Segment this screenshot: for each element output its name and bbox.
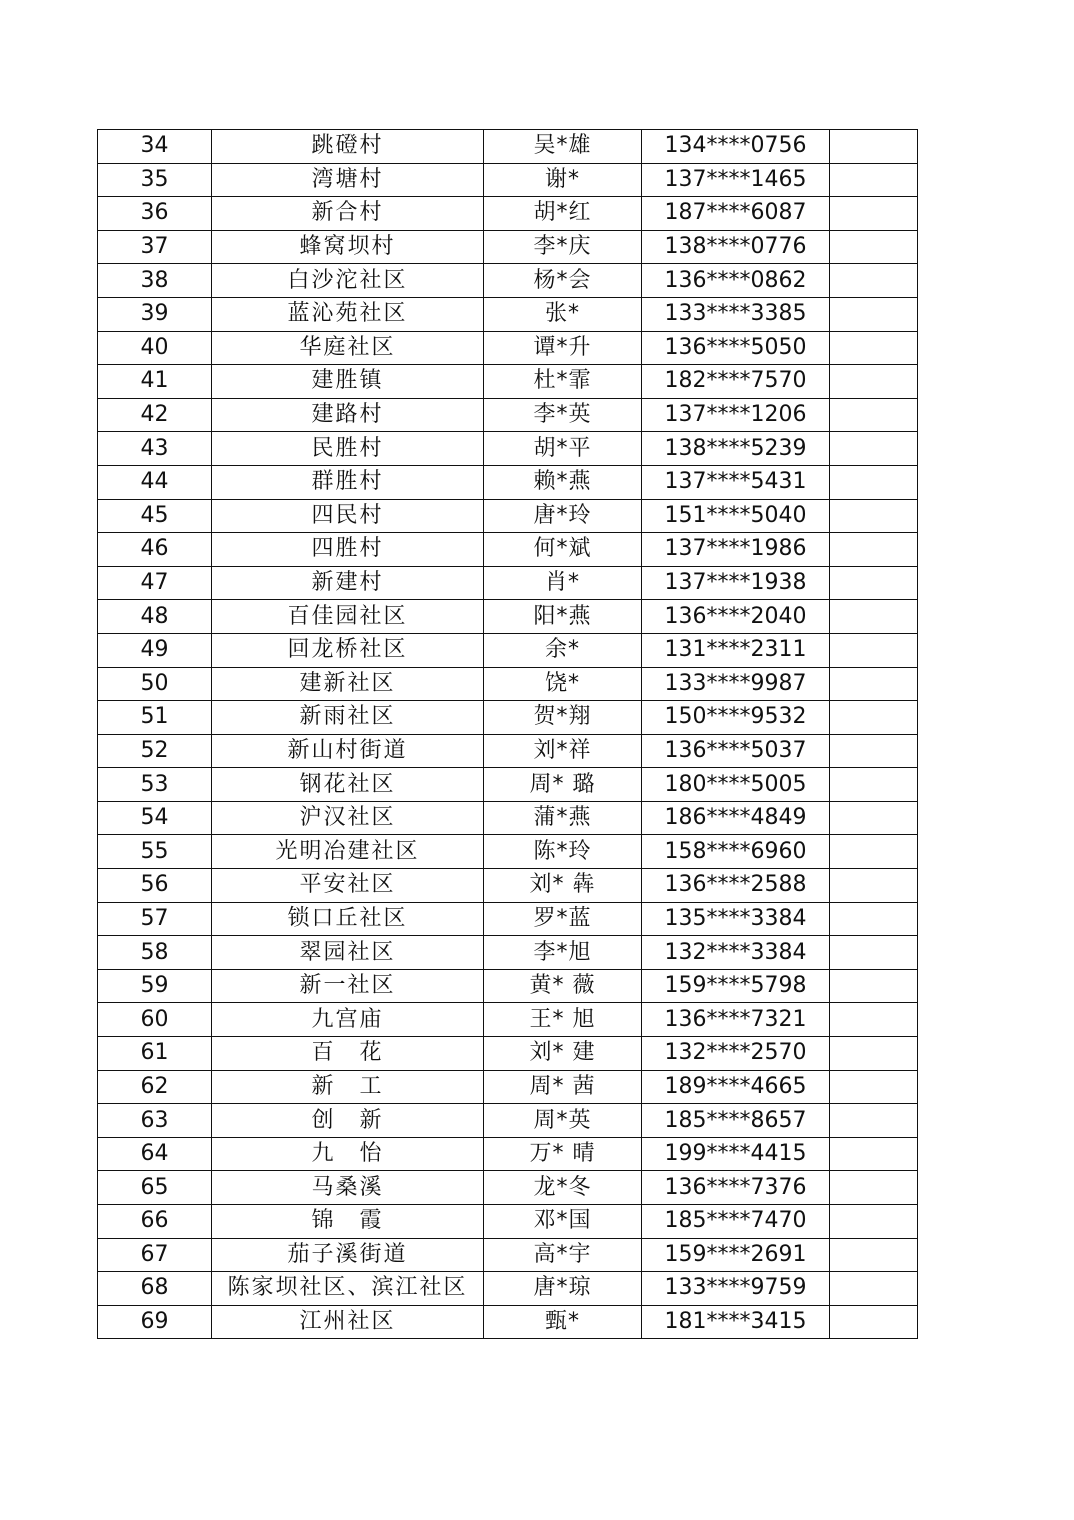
row-number-cell: 55 xyxy=(98,835,212,869)
contact-person-cell: 万* 晴 xyxy=(484,1137,642,1171)
phone-number-cell: 133****3385 xyxy=(642,297,830,331)
phone-number-cell: 150****9532 xyxy=(642,701,830,735)
area-name-cell: 湾塘村 xyxy=(212,163,484,197)
area-name-cell: 白沙沱社区 xyxy=(212,264,484,298)
note-cell xyxy=(830,1171,918,1205)
area-name-cell: 新山村街道 xyxy=(212,734,484,768)
phone-number-cell: 182****7570 xyxy=(642,365,830,399)
table-row xyxy=(98,1137,918,1171)
phone-number-cell: 181****3415 xyxy=(642,1305,830,1339)
phone-number-cell: 199****4415 xyxy=(642,1137,830,1171)
contact-person-cell: 余* xyxy=(484,633,642,667)
phone-number-cell: 138****5239 xyxy=(642,432,830,466)
area-name-cell: 锦 霞 xyxy=(212,1205,484,1239)
phone-number-cell: 133****9987 xyxy=(642,667,830,701)
note-cell xyxy=(830,1070,918,1104)
contact-person-cell: 黄* 薇 xyxy=(484,969,642,1003)
table-row xyxy=(98,768,918,802)
row-number-cell: 35 xyxy=(98,163,212,197)
note-cell xyxy=(830,1205,918,1239)
row-number-cell: 47 xyxy=(98,566,212,600)
table-row xyxy=(98,163,918,197)
phone-number-cell: 136****0862 xyxy=(642,264,830,298)
contact-person-cell: 高*宇 xyxy=(484,1238,642,1272)
note-cell xyxy=(830,969,918,1003)
note-cell xyxy=(830,936,918,970)
area-name-cell: 九 怡 xyxy=(212,1137,484,1171)
area-name-cell: 民胜村 xyxy=(212,432,484,466)
contact-person-cell: 甄* xyxy=(484,1305,642,1339)
table-row xyxy=(98,1238,918,1272)
contact-person-cell: 胡*平 xyxy=(484,432,642,466)
phone-number-cell: 137****1938 xyxy=(642,566,830,600)
contact-person-cell: 龙*冬 xyxy=(484,1171,642,1205)
area-name-cell: 茄子溪街道 xyxy=(212,1238,484,1272)
table-row xyxy=(98,533,918,567)
contact-person-cell: 周* 璐 xyxy=(484,768,642,802)
row-number-cell: 60 xyxy=(98,1003,212,1037)
area-name-cell: 新 工 xyxy=(212,1070,484,1104)
phone-number-cell: 185****8657 xyxy=(642,1104,830,1138)
phone-number-cell: 137****5431 xyxy=(642,465,830,499)
note-cell xyxy=(830,398,918,432)
row-number-cell: 37 xyxy=(98,230,212,264)
row-number-cell: 48 xyxy=(98,600,212,634)
note-cell xyxy=(830,1137,918,1171)
row-number-cell: 61 xyxy=(98,1037,212,1071)
row-number-cell: 50 xyxy=(98,667,212,701)
phone-number-cell: 158****6960 xyxy=(642,835,830,869)
table-row xyxy=(98,633,918,667)
area-name-cell: 百 花 xyxy=(212,1037,484,1071)
note-cell xyxy=(830,566,918,600)
row-number-cell: 51 xyxy=(98,701,212,735)
note-cell xyxy=(830,701,918,735)
table-row xyxy=(98,1070,918,1104)
contact-person-cell: 胡*红 xyxy=(484,197,642,231)
contact-person-cell: 陈*玲 xyxy=(484,835,642,869)
note-cell xyxy=(830,1003,918,1037)
area-name-cell: 九宫庙 xyxy=(212,1003,484,1037)
note-cell xyxy=(830,331,918,365)
table-row xyxy=(98,130,918,164)
phone-number-cell: 136****5050 xyxy=(642,331,830,365)
row-number-cell: 49 xyxy=(98,633,212,667)
table-row xyxy=(98,398,918,432)
table-row xyxy=(98,701,918,735)
row-number-cell: 41 xyxy=(98,365,212,399)
note-cell xyxy=(830,264,918,298)
contact-person-cell: 王* 旭 xyxy=(484,1003,642,1037)
area-name-cell: 建路村 xyxy=(212,398,484,432)
row-number-cell: 65 xyxy=(98,1171,212,1205)
phone-number-cell: 137****1465 xyxy=(642,163,830,197)
area-name-cell: 创 新 xyxy=(212,1104,484,1138)
note-cell xyxy=(830,667,918,701)
contact-person-cell: 何*斌 xyxy=(484,533,642,567)
contact-person-cell: 阳*燕 xyxy=(484,600,642,634)
area-name-cell: 翠园社区 xyxy=(212,936,484,970)
area-name-cell: 沪汉社区 xyxy=(212,801,484,835)
contact-person-cell: 刘* 建 xyxy=(484,1037,642,1071)
phone-number-cell: 151****5040 xyxy=(642,499,830,533)
contact-person-cell: 唐*琼 xyxy=(484,1272,642,1306)
note-cell xyxy=(830,432,918,466)
note-cell xyxy=(830,734,918,768)
phone-number-cell: 134****0756 xyxy=(642,130,830,164)
table-row xyxy=(98,230,918,264)
phone-number-cell: 189****4665 xyxy=(642,1070,830,1104)
row-number-cell: 54 xyxy=(98,801,212,835)
table-row xyxy=(98,1104,918,1138)
table-row xyxy=(98,902,918,936)
area-name-cell: 光明冶建社区 xyxy=(212,835,484,869)
row-number-cell: 59 xyxy=(98,969,212,1003)
row-number-cell: 62 xyxy=(98,1070,212,1104)
row-number-cell: 66 xyxy=(98,1205,212,1239)
table-row xyxy=(98,365,918,399)
contact-person-cell: 周*英 xyxy=(484,1104,642,1138)
note-cell xyxy=(830,1305,918,1339)
contact-person-cell: 张* xyxy=(484,297,642,331)
contact-person-cell: 肖* xyxy=(484,566,642,600)
table-row xyxy=(98,801,918,835)
contact-person-cell: 刘* 犇 xyxy=(484,869,642,903)
table-row xyxy=(98,600,918,634)
area-name-cell: 跳磴村 xyxy=(212,130,484,164)
row-number-cell: 67 xyxy=(98,1238,212,1272)
row-number-cell: 42 xyxy=(98,398,212,432)
note-cell xyxy=(830,835,918,869)
note-cell xyxy=(830,633,918,667)
area-name-cell: 蜂窝坝村 xyxy=(212,230,484,264)
note-cell xyxy=(830,1238,918,1272)
note-cell xyxy=(830,533,918,567)
phone-number-cell: 132****3384 xyxy=(642,936,830,970)
contact-person-cell: 刘*祥 xyxy=(484,734,642,768)
area-name-cell: 建胜镇 xyxy=(212,365,484,399)
table-row xyxy=(98,499,918,533)
table-row xyxy=(98,667,918,701)
contact-person-cell: 贺*翔 xyxy=(484,701,642,735)
contact-person-cell: 李*庆 xyxy=(484,230,642,264)
note-cell xyxy=(830,1037,918,1071)
note-cell xyxy=(830,465,918,499)
area-name-cell: 群胜村 xyxy=(212,465,484,499)
contact-person-cell: 杨*会 xyxy=(484,264,642,298)
table-row xyxy=(98,197,918,231)
area-name-cell: 新建村 xyxy=(212,566,484,600)
table-row xyxy=(98,969,918,1003)
table-row xyxy=(98,566,918,600)
table-row xyxy=(98,1037,918,1071)
area-name-cell: 江州社区 xyxy=(212,1305,484,1339)
note-cell xyxy=(830,1272,918,1306)
note-cell xyxy=(830,801,918,835)
note-cell xyxy=(830,902,918,936)
phone-number-cell: 136****7321 xyxy=(642,1003,830,1037)
area-name-cell: 锁口丘社区 xyxy=(212,902,484,936)
row-number-cell: 45 xyxy=(98,499,212,533)
phone-number-cell: 135****3384 xyxy=(642,902,830,936)
contact-person-cell: 李*旭 xyxy=(484,936,642,970)
row-number-cell: 64 xyxy=(98,1137,212,1171)
area-name-cell: 新合村 xyxy=(212,197,484,231)
contact-person-cell: 唐*玲 xyxy=(484,499,642,533)
phone-number-cell: 186****4849 xyxy=(642,801,830,835)
contact-person-cell: 谭*升 xyxy=(484,331,642,365)
contact-person-cell: 赖*燕 xyxy=(484,465,642,499)
table-row xyxy=(98,1003,918,1037)
row-number-cell: 57 xyxy=(98,902,212,936)
area-name-cell: 回龙桥社区 xyxy=(212,633,484,667)
contact-person-cell: 杜*霏 xyxy=(484,365,642,399)
table-row xyxy=(98,734,918,768)
phone-number-cell: 159****5798 xyxy=(642,969,830,1003)
phone-number-cell: 180****5005 xyxy=(642,768,830,802)
row-number-cell: 69 xyxy=(98,1305,212,1339)
phone-number-cell: 131****2311 xyxy=(642,633,830,667)
area-name-cell: 华庭社区 xyxy=(212,331,484,365)
contact-person-cell: 蒲*燕 xyxy=(484,801,642,835)
phone-number-cell: 136****7376 xyxy=(642,1171,830,1205)
phone-number-cell: 137****1986 xyxy=(642,533,830,567)
row-number-cell: 46 xyxy=(98,533,212,567)
row-number-cell: 44 xyxy=(98,465,212,499)
area-name-cell: 新一社区 xyxy=(212,969,484,1003)
row-number-cell: 43 xyxy=(98,432,212,466)
table-row xyxy=(98,835,918,869)
phone-number-cell: 136****2040 xyxy=(642,600,830,634)
contact-person-cell: 周* 茜 xyxy=(484,1070,642,1104)
area-name-cell: 平安社区 xyxy=(212,869,484,903)
contact-table xyxy=(97,129,918,1339)
note-cell xyxy=(830,297,918,331)
contact-person-cell: 吴*雄 xyxy=(484,130,642,164)
table-row xyxy=(98,331,918,365)
area-name-cell: 陈家坝社区、滨江社区 xyxy=(212,1272,484,1306)
table-row xyxy=(98,264,918,298)
phone-number-cell: 132****2570 xyxy=(642,1037,830,1071)
row-number-cell: 68 xyxy=(98,1272,212,1306)
contact-person-cell: 饶* xyxy=(484,667,642,701)
note-cell xyxy=(830,230,918,264)
table-row xyxy=(98,297,918,331)
row-number-cell: 34 xyxy=(98,130,212,164)
contact-person-cell: 罗*蓝 xyxy=(484,902,642,936)
row-number-cell: 52 xyxy=(98,734,212,768)
phone-number-cell: 159****2691 xyxy=(642,1238,830,1272)
table-row xyxy=(98,1205,918,1239)
area-name-cell: 新雨社区 xyxy=(212,701,484,735)
phone-number-cell: 136****5037 xyxy=(642,734,830,768)
table-row xyxy=(98,1305,918,1339)
row-number-cell: 36 xyxy=(98,197,212,231)
note-cell xyxy=(830,365,918,399)
phone-number-cell: 136****2588 xyxy=(642,869,830,903)
table-row xyxy=(98,432,918,466)
contact-person-cell: 谢* xyxy=(484,163,642,197)
note-cell xyxy=(830,499,918,533)
table-row xyxy=(98,936,918,970)
table-row xyxy=(98,1272,918,1306)
phone-number-cell: 137****1206 xyxy=(642,398,830,432)
phone-number-cell: 138****0776 xyxy=(642,230,830,264)
note-cell xyxy=(830,197,918,231)
table-row xyxy=(98,1171,918,1205)
phone-number-cell: 133****9759 xyxy=(642,1272,830,1306)
area-name-cell: 钢花社区 xyxy=(212,768,484,802)
row-number-cell: 53 xyxy=(98,768,212,802)
row-number-cell: 56 xyxy=(98,869,212,903)
note-cell xyxy=(830,130,918,164)
area-name-cell: 四胜村 xyxy=(212,533,484,567)
phone-number-cell: 185****7470 xyxy=(642,1205,830,1239)
note-cell xyxy=(830,600,918,634)
area-name-cell: 建新社区 xyxy=(212,667,484,701)
area-name-cell: 百佳园社区 xyxy=(212,600,484,634)
phone-number-cell: 187****6087 xyxy=(642,197,830,231)
area-name-cell: 四民村 xyxy=(212,499,484,533)
table-body xyxy=(98,130,918,1339)
note-cell xyxy=(830,163,918,197)
row-number-cell: 38 xyxy=(98,264,212,298)
row-number-cell: 40 xyxy=(98,331,212,365)
note-cell xyxy=(830,768,918,802)
contact-person-cell: 邓*国 xyxy=(484,1205,642,1239)
table-row xyxy=(98,869,918,903)
area-name-cell: 蓝沁苑社区 xyxy=(212,297,484,331)
row-number-cell: 63 xyxy=(98,1104,212,1138)
contact-person-cell: 李*英 xyxy=(484,398,642,432)
area-name-cell: 马桑溪 xyxy=(212,1171,484,1205)
row-number-cell: 58 xyxy=(98,936,212,970)
table-row xyxy=(98,465,918,499)
note-cell xyxy=(830,1104,918,1138)
row-number-cell: 39 xyxy=(98,297,212,331)
note-cell xyxy=(830,869,918,903)
